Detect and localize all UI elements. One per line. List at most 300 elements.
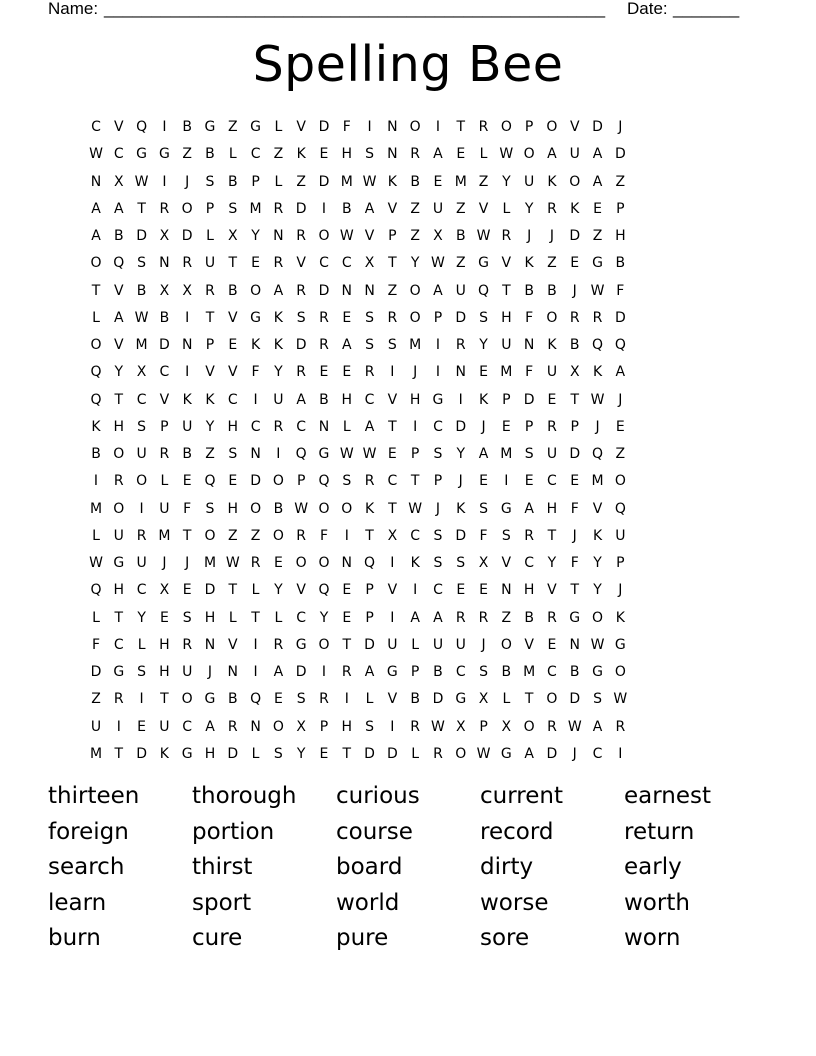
grid-letter[interactable]: S xyxy=(296,691,306,708)
grid-letter[interactable]: Q xyxy=(90,391,102,408)
grid-letter[interactable]: X xyxy=(159,282,170,299)
grid-letter[interactable]: G xyxy=(158,146,170,163)
grid-letter[interactable]: K xyxy=(592,527,603,544)
grid-letter[interactable]: Q xyxy=(592,446,604,462)
grid-letter[interactable]: B xyxy=(410,173,420,190)
grid-letter[interactable]: K xyxy=(592,364,603,381)
grid-letter[interactable]: U xyxy=(182,418,193,435)
grid-letter[interactable]: M xyxy=(158,527,171,544)
grid-letter[interactable]: I xyxy=(458,391,463,408)
grid-letter[interactable]: A xyxy=(364,664,375,680)
grid-letter[interactable]: T xyxy=(524,691,534,708)
grid-letter[interactable]: R xyxy=(136,527,147,544)
grid-letter[interactable]: D xyxy=(614,309,626,326)
grid-letter[interactable]: T xyxy=(114,391,124,408)
grid-letter[interactable]: D xyxy=(364,745,375,762)
grid-letter[interactable]: R xyxy=(387,309,398,326)
grid-letter[interactable]: Y xyxy=(137,609,146,626)
grid-letter[interactable]: M xyxy=(89,745,103,762)
grid-letter[interactable]: O xyxy=(136,473,148,490)
grid-letter[interactable]: O xyxy=(250,500,262,517)
grid-letter[interactable]: O xyxy=(569,173,581,190)
grid-letter[interactable]: H xyxy=(341,146,353,163)
grid-letter[interactable]: W xyxy=(294,500,309,517)
grid-letter[interactable]: H xyxy=(501,309,512,326)
grid-letter[interactable]: S xyxy=(479,309,488,326)
grid-letter[interactable]: S xyxy=(228,446,238,462)
grid-letter[interactable]: R xyxy=(319,691,329,708)
grid-letter[interactable]: T xyxy=(160,691,169,708)
grid-letter[interactable]: P xyxy=(410,446,420,462)
grid-letter[interactable]: J xyxy=(185,173,190,190)
grid-letter[interactable]: E xyxy=(593,200,602,217)
grid-letter[interactable]: E xyxy=(547,636,557,653)
grid-letter[interactable]: R xyxy=(273,418,284,435)
grid-letter[interactable]: R xyxy=(319,309,329,326)
grid-letter[interactable]: O xyxy=(409,309,421,326)
grid-letter[interactable]: Y xyxy=(319,609,329,626)
grid-letter[interactable]: M xyxy=(591,473,604,490)
grid-letter[interactable]: O xyxy=(318,500,330,517)
grid-letter[interactable]: A xyxy=(341,337,352,353)
grid-letter[interactable]: N xyxy=(318,418,330,435)
grid-letter[interactable]: I xyxy=(185,364,190,381)
grid-letter[interactable]: T xyxy=(182,527,192,544)
grid-letter[interactable]: R xyxy=(364,364,375,381)
grid-letter[interactable]: O xyxy=(523,146,535,163)
grid-letter[interactable]: D xyxy=(204,582,216,599)
grid-letter[interactable]: R xyxy=(250,555,261,571)
grid-letter[interactable]: M xyxy=(409,337,422,353)
grid-letter[interactable]: Q xyxy=(614,500,626,517)
grid-letter[interactable]: G xyxy=(113,555,125,571)
grid-letter[interactable]: T xyxy=(114,745,124,762)
grid-letter[interactable]: F xyxy=(525,364,534,381)
grid-letter[interactable]: R xyxy=(433,745,443,762)
grid-letter[interactable]: I xyxy=(185,309,190,326)
grid-letter[interactable]: B xyxy=(205,146,215,163)
grid-letter[interactable]: Q xyxy=(318,582,330,599)
grid-letter[interactable]: J xyxy=(458,473,463,490)
grid-letter[interactable]: V xyxy=(364,228,375,244)
grid-letter[interactable]: S xyxy=(479,664,488,680)
grid-letter[interactable]: V xyxy=(227,636,238,653)
grid-letter[interactable]: V xyxy=(387,200,398,217)
grid-letter[interactable]: Z xyxy=(273,146,284,163)
grid-letter[interactable]: U xyxy=(113,527,124,544)
grid-letter[interactable]: C xyxy=(250,146,261,163)
grid-letter[interactable]: S xyxy=(501,527,511,544)
grid-letter[interactable]: C xyxy=(387,473,398,490)
grid-letter[interactable]: I xyxy=(321,664,327,680)
grid-letter[interactable]: M xyxy=(500,446,513,462)
grid-letter[interactable]: I xyxy=(93,473,99,490)
grid-letter[interactable]: H xyxy=(159,636,170,653)
grid-letter[interactable]: E xyxy=(456,146,466,163)
grid-letter[interactable]: P xyxy=(479,718,488,735)
grid-letter[interactable]: S xyxy=(456,555,466,571)
grid-letter[interactable]: G xyxy=(318,446,330,462)
grid-letter[interactable]: T xyxy=(547,527,557,544)
grid-letter[interactable]: B xyxy=(182,446,192,462)
grid-letter[interactable]: N xyxy=(250,446,261,462)
grid-letter[interactable]: B xyxy=(227,691,238,708)
grid-letter[interactable]: P xyxy=(570,418,579,435)
grid-letter[interactable]: W xyxy=(134,173,149,190)
grid-letter[interactable]: L xyxy=(365,691,374,708)
grid-letter[interactable]: B xyxy=(319,391,329,408)
grid-letter[interactable]: U xyxy=(387,636,398,653)
grid-letter[interactable]: E xyxy=(182,473,192,490)
grid-letter[interactable]: E xyxy=(228,473,238,490)
grid-letter[interactable]: O xyxy=(318,636,330,653)
grid-letter[interactable]: M xyxy=(89,500,103,517)
grid-letter[interactable]: Y xyxy=(593,582,602,599)
grid-letter[interactable]: W xyxy=(134,309,149,326)
grid-letter[interactable]: X xyxy=(159,228,170,244)
grid-letter[interactable]: E xyxy=(342,609,352,626)
grid-letter[interactable]: X xyxy=(455,718,466,735)
grid-letter[interactable]: W xyxy=(431,718,445,735)
grid-letter[interactable]: J xyxy=(618,119,623,135)
grid-letter[interactable]: E xyxy=(547,391,557,408)
grid-letter[interactable]: R xyxy=(182,255,193,272)
grid-letter[interactable]: M xyxy=(340,173,353,190)
grid-letter[interactable]: V xyxy=(592,500,603,517)
grid-letter[interactable]: C xyxy=(136,582,147,599)
grid-letter[interactable]: V xyxy=(478,200,489,217)
grid-letter[interactable]: J xyxy=(481,636,486,653)
grid-letter[interactable]: R xyxy=(159,446,170,462)
grid-letter[interactable]: I xyxy=(321,200,327,217)
grid-letter[interactable]: I xyxy=(618,745,623,762)
grid-letter[interactable]: O xyxy=(272,718,284,735)
grid-letter[interactable]: N xyxy=(341,555,352,571)
grid-letter[interactable]: R xyxy=(296,527,307,544)
grid-letter[interactable]: K xyxy=(547,173,557,190)
grid-letter[interactable]: A xyxy=(114,309,124,326)
grid-letter[interactable]: C xyxy=(410,527,421,544)
grid-letter[interactable]: S xyxy=(433,555,443,571)
grid-letter[interactable]: A xyxy=(410,609,420,626)
grid-letter[interactable]: T xyxy=(388,255,397,272)
grid-letter[interactable]: K xyxy=(387,173,397,190)
grid-letter[interactable]: B xyxy=(501,664,512,680)
grid-letter[interactable]: S xyxy=(228,200,238,217)
grid-letter[interactable]: P xyxy=(502,391,511,408)
grid-letter[interactable]: U xyxy=(159,718,170,735)
grid-letter[interactable]: D xyxy=(455,418,467,435)
grid-letter[interactable]: R xyxy=(205,282,215,299)
grid-letter[interactable]: W xyxy=(225,555,240,571)
grid-letter[interactable]: G xyxy=(569,609,581,626)
grid-letter[interactable]: K xyxy=(273,309,283,326)
grid-letter[interactable]: C xyxy=(296,609,307,626)
grid-letter[interactable]: L xyxy=(502,200,511,217)
grid-letter[interactable]: O xyxy=(614,664,626,680)
grid-letter[interactable]: M xyxy=(203,555,217,571)
grid-letter[interactable]: E xyxy=(479,473,488,490)
grid-letter[interactable]: Z xyxy=(410,200,420,217)
grid-letter[interactable]: A xyxy=(592,718,603,735)
grid-letter[interactable]: T xyxy=(228,582,238,599)
grid-letter[interactable]: J xyxy=(572,745,577,762)
grid-letter[interactable]: C xyxy=(592,745,603,762)
grid-letter[interactable]: T xyxy=(137,200,146,217)
grid-letter[interactable]: M xyxy=(249,200,262,217)
grid-letter[interactable]: X xyxy=(387,527,398,544)
grid-letter[interactable]: R xyxy=(159,200,170,217)
grid-letter[interactable]: B xyxy=(91,446,101,462)
grid-letter[interactable]: L xyxy=(479,146,488,163)
grid-letter[interactable]: O xyxy=(272,527,284,544)
grid-letter[interactable]: G xyxy=(250,119,261,135)
grid-letter[interactable]: B xyxy=(341,200,352,217)
grid-letter[interactable]: J xyxy=(413,364,418,381)
grid-letter[interactable]: U xyxy=(524,173,535,190)
grid-letter[interactable]: G xyxy=(614,636,626,653)
grid-letter[interactable]: J xyxy=(435,500,441,517)
grid-letter[interactable]: Q xyxy=(614,337,626,353)
grid-letter[interactable]: V xyxy=(296,119,306,135)
grid-letter[interactable]: R xyxy=(364,473,375,490)
grid-letter[interactable]: K xyxy=(250,337,261,353)
grid-letter[interactable]: A xyxy=(273,282,284,299)
grid-letter[interactable]: O xyxy=(272,473,284,490)
grid-letter[interactable]: R xyxy=(319,337,329,353)
grid-letter[interactable]: I xyxy=(390,718,395,735)
grid-letter[interactable]: X xyxy=(478,555,489,571)
grid-letter[interactable]: I xyxy=(435,364,441,381)
grid-letter[interactable]: S xyxy=(593,691,602,708)
grid-letter[interactable]: V xyxy=(387,391,398,408)
grid-letter[interactable]: T xyxy=(388,418,397,435)
grid-letter[interactable]: B xyxy=(410,691,420,708)
grid-letter[interactable]: L xyxy=(92,609,100,626)
grid-letter[interactable]: Z xyxy=(227,119,238,135)
grid-letter[interactable]: N xyxy=(364,282,375,299)
grid-letter[interactable]: Q xyxy=(113,255,125,272)
grid-letter[interactable]: Y xyxy=(274,364,283,381)
grid-letter[interactable]: V xyxy=(114,282,124,299)
grid-letter[interactable]: S xyxy=(365,337,374,353)
grid-letter[interactable]: P xyxy=(616,200,625,217)
grid-letter[interactable]: X xyxy=(433,228,443,244)
grid-letter[interactable]: Y xyxy=(274,582,283,599)
grid-letter[interactable]: A xyxy=(524,500,534,517)
grid-letter[interactable]: A xyxy=(615,364,626,381)
grid-letter[interactable]: E xyxy=(273,555,283,571)
grid-letter[interactable]: I xyxy=(253,664,258,680)
grid-letter[interactable]: O xyxy=(113,446,125,462)
grid-letter[interactable]: K xyxy=(615,609,625,626)
grid-letter[interactable]: F xyxy=(616,282,625,299)
grid-letter[interactable]: K xyxy=(182,391,192,408)
grid-letter[interactable]: C xyxy=(113,636,124,653)
grid-letter[interactable]: N xyxy=(204,636,216,653)
grid-letter[interactable]: Z xyxy=(547,255,557,272)
grid-letter[interactable]: Q xyxy=(478,282,490,299)
grid-letter[interactable]: H xyxy=(546,500,558,517)
grid-letter[interactable]: W xyxy=(89,555,103,571)
grid-letter[interactable]: Z xyxy=(296,173,306,190)
grid-letter[interactable]: Z xyxy=(205,446,215,462)
grid-letter[interactable]: R xyxy=(592,309,603,326)
grid-letter[interactable]: Z xyxy=(455,255,466,272)
grid-letter[interactable]: O xyxy=(409,119,421,135)
grid-letter[interactable]: I xyxy=(435,337,441,353)
grid-letter[interactable]: G xyxy=(386,664,398,680)
grid-letter[interactable]: R xyxy=(547,200,557,217)
grid-letter[interactable]: D xyxy=(181,228,193,244)
grid-letter[interactable]: S xyxy=(296,309,306,326)
grid-letter[interactable]: Y xyxy=(479,337,488,353)
grid-letter[interactable]: D xyxy=(546,745,558,762)
grid-letter[interactable]: C xyxy=(91,119,101,135)
grid-letter[interactable]: M xyxy=(500,364,513,381)
grid-letter[interactable]: V xyxy=(524,636,534,653)
grid-letter[interactable]: P xyxy=(388,228,397,244)
grid-letter[interactable]: T xyxy=(342,636,352,653)
grid-letter[interactable]: V xyxy=(205,364,215,381)
grid-letter[interactable]: E xyxy=(251,255,260,272)
grid-letter[interactable]: G xyxy=(181,745,193,762)
grid-letter[interactable]: Y xyxy=(524,200,534,217)
grid-letter[interactable]: C xyxy=(455,664,466,680)
grid-letter[interactable]: I xyxy=(344,527,349,544)
grid-letter[interactable]: L xyxy=(411,745,420,762)
grid-letter[interactable]: O xyxy=(409,282,421,299)
grid-letter[interactable]: D xyxy=(432,691,444,708)
grid-letter[interactable]: K xyxy=(159,745,169,762)
grid-letter[interactable]: B xyxy=(159,309,170,326)
grid-letter[interactable]: O xyxy=(90,255,102,272)
grid-letter[interactable]: L xyxy=(274,173,283,190)
grid-letter[interactable]: E xyxy=(501,418,511,435)
grid-letter[interactable]: I xyxy=(139,500,144,517)
grid-letter[interactable]: N xyxy=(387,146,398,163)
grid-letter[interactable]: U xyxy=(432,636,444,653)
grid-letter[interactable]: X xyxy=(136,364,147,381)
grid-letter[interactable]: G xyxy=(136,146,148,163)
grid-letter[interactable]: O xyxy=(295,555,307,571)
grid-letter[interactable]: D xyxy=(386,745,398,762)
grid-letter[interactable]: U xyxy=(182,664,193,680)
grid-letter[interactable]: U xyxy=(546,446,558,462)
grid-letter[interactable]: D xyxy=(318,119,330,135)
grid-letter[interactable]: V xyxy=(114,337,124,353)
grid-letter[interactable]: Q xyxy=(364,555,376,571)
grid-letter[interactable]: D xyxy=(455,309,467,326)
grid-letter[interactable]: I xyxy=(367,119,372,135)
grid-letter[interactable]: B xyxy=(547,282,557,299)
grid-letter[interactable]: F xyxy=(342,119,351,135)
grid-letter[interactable]: B xyxy=(136,282,147,299)
grid-letter[interactable]: U xyxy=(455,282,466,299)
grid-letter[interactable]: O xyxy=(318,555,330,571)
grid-letter[interactable]: B xyxy=(455,228,466,244)
grid-letter[interactable]: S xyxy=(205,500,215,517)
grid-letter[interactable]: P xyxy=(251,173,260,190)
grid-letter[interactable]: J xyxy=(595,418,600,435)
grid-letter[interactable]: K xyxy=(524,255,534,272)
grid-letter[interactable]: D xyxy=(159,337,170,353)
grid-letter[interactable]: J xyxy=(162,555,167,571)
grid-letter[interactable]: D xyxy=(614,146,626,163)
grid-letter[interactable]: I xyxy=(162,119,167,135)
grid-letter[interactable]: E xyxy=(615,418,625,435)
grid-letter[interactable]: H xyxy=(113,582,125,599)
grid-letter[interactable]: H xyxy=(341,718,353,735)
grid-letter[interactable]: R xyxy=(547,718,557,735)
grid-letter[interactable]: N xyxy=(273,228,284,244)
grid-letter[interactable]: R xyxy=(547,609,557,626)
grid-letter[interactable]: S xyxy=(365,146,374,163)
grid-letter[interactable]: R xyxy=(273,636,284,653)
grid-letter[interactable]: M xyxy=(454,173,467,190)
grid-letter[interactable]: R xyxy=(341,664,352,680)
grid-letter[interactable]: E xyxy=(479,582,488,599)
grid-letter[interactable]: S xyxy=(205,173,215,190)
grid-letter[interactable]: O xyxy=(113,500,125,517)
grid-letter[interactable]: B xyxy=(524,609,534,626)
grid-letter[interactable]: N xyxy=(569,636,580,653)
grid-letter[interactable]: J xyxy=(618,582,623,599)
grid-letter[interactable]: J xyxy=(572,282,577,299)
grid-letter[interactable]: O xyxy=(546,119,558,135)
grid-letter[interactable]: V xyxy=(387,582,398,599)
grid-letter[interactable]: Q xyxy=(204,473,216,490)
grid-letter[interactable]: B xyxy=(524,282,534,299)
grid-letter[interactable]: W xyxy=(89,146,103,163)
grid-letter[interactable]: S xyxy=(137,255,147,272)
grid-letter[interactable]: R xyxy=(455,609,466,626)
grid-letter[interactable]: F xyxy=(91,636,101,653)
grid-letter[interactable]: Z xyxy=(182,146,192,163)
grid-letter[interactable]: L xyxy=(251,582,260,599)
grid-letter[interactable]: P xyxy=(296,473,306,490)
grid-letter[interactable]: B xyxy=(433,664,443,680)
grid-letter[interactable]: E xyxy=(319,364,329,381)
grid-letter[interactable]: Y xyxy=(410,255,420,272)
grid-letter[interactable]: C xyxy=(250,418,261,435)
grid-letter[interactable]: Z xyxy=(91,691,101,708)
grid-letter[interactable]: V xyxy=(296,255,306,272)
grid-letter[interactable]: C xyxy=(319,255,329,272)
grid-letter[interactable]: G xyxy=(478,255,489,272)
grid-letter[interactable]: O xyxy=(341,500,353,517)
grid-letter[interactable]: V xyxy=(114,119,124,135)
grid-letter[interactable]: C xyxy=(136,391,147,408)
grid-letter[interactable]: L xyxy=(274,609,283,626)
grid-letter[interactable]: S xyxy=(182,609,192,626)
grid-letter[interactable]: C xyxy=(341,255,352,272)
grid-letter[interactable]: B xyxy=(227,173,238,190)
grid-letter[interactable]: A xyxy=(205,718,215,735)
grid-letter[interactable]: Q xyxy=(90,364,102,381)
grid-letter[interactable]: E xyxy=(570,473,580,490)
grid-letter[interactable]: E xyxy=(228,337,238,353)
grid-letter[interactable]: L xyxy=(92,527,100,544)
grid-letter[interactable]: O xyxy=(500,119,512,135)
grid-letter[interactable]: O xyxy=(523,718,535,735)
grid-letter[interactable]: V xyxy=(296,582,306,599)
grid-letter[interactable]: K xyxy=(547,337,557,353)
grid-letter[interactable]: J xyxy=(185,555,190,571)
grid-letter[interactable]: N xyxy=(523,337,535,353)
grid-letter[interactable]: V xyxy=(547,582,557,599)
grid-letter[interactable]: U xyxy=(569,146,580,163)
